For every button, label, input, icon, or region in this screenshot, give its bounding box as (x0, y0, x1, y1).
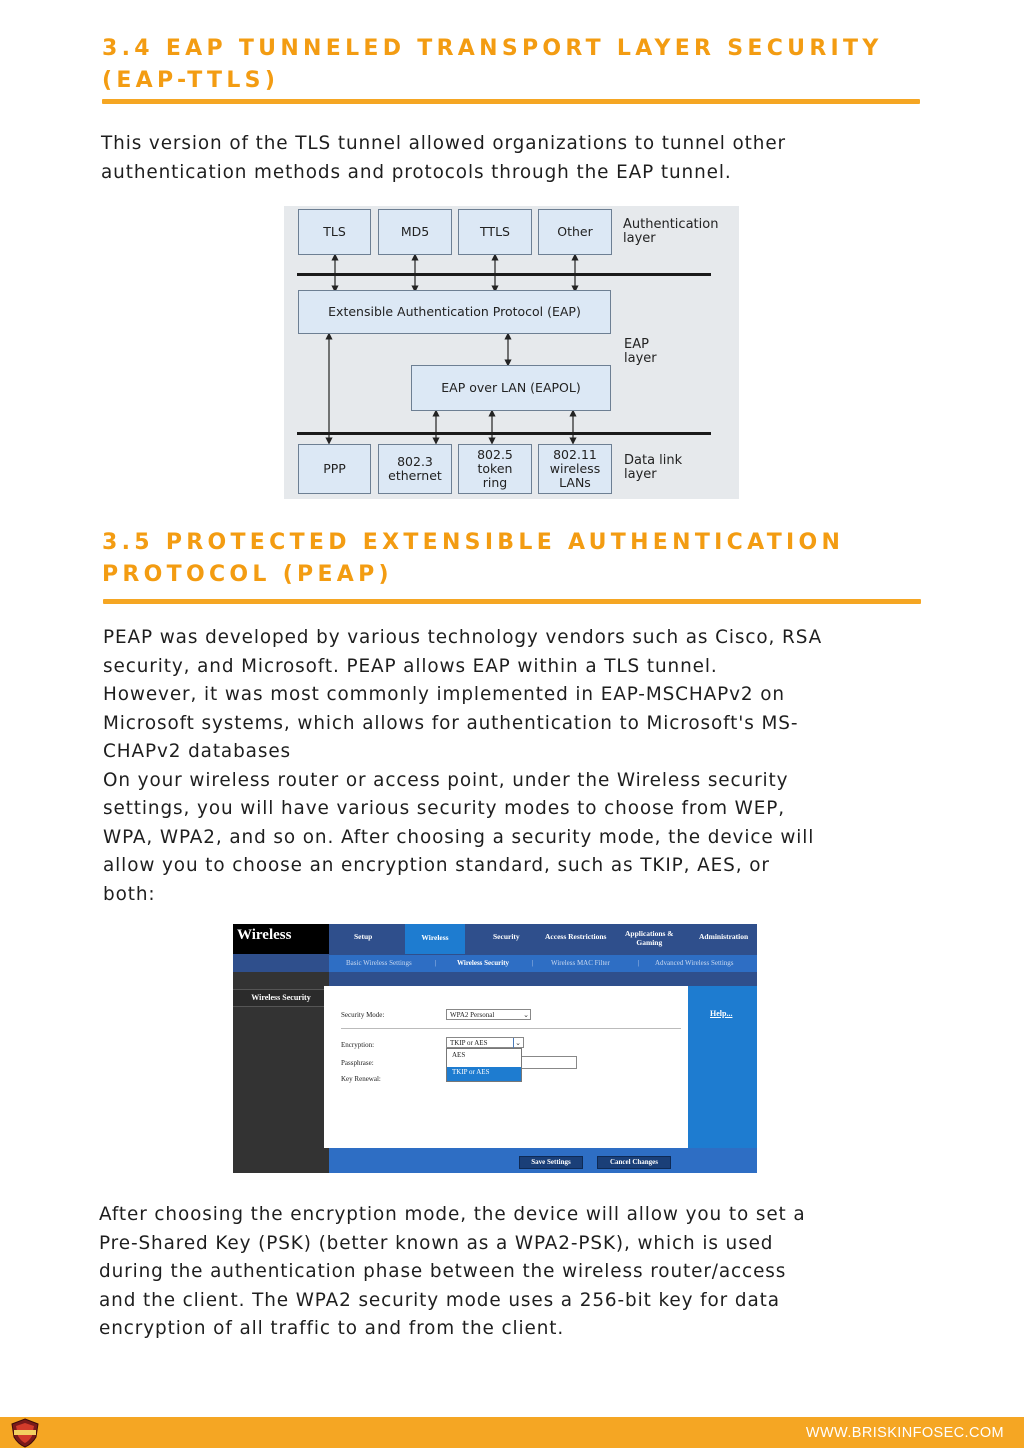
encryption-select[interactable]: TKIP or AES ⌄ (446, 1037, 524, 1048)
paragraph-psk: After choosing the encryption mode, the device will allow you to set a Pre-Shared Key (PSK) (better known as a WPA2-PSK), which is used during the authentication phase between the wireless router/access and the client. The WPA2 security mode uses a 256-bit key for data encryption of all traffic to and from the client. (99, 1204, 806, 1339)
ppp-box: PPP (298, 444, 371, 494)
key-renewal-label: Key Renewal: (341, 1075, 381, 1083)
subtab-wireless-security[interactable]: Wireless Security (457, 959, 510, 967)
help-link[interactable]: Help... (710, 1009, 733, 1018)
security-mode-label: Security Mode: (341, 1011, 385, 1019)
eap-box: Extensible Authentication Protocol (EAP) (298, 290, 611, 334)
subtab-separator: | (638, 959, 640, 967)
cancel-changes-button[interactable]: Cancel Changes (597, 1156, 671, 1169)
router-brand: Wireless (237, 927, 292, 943)
tab-access-restrictions[interactable]: Access Restrictions (545, 932, 607, 941)
router-settings-screenshot (233, 924, 757, 1173)
eapol-box: EAP over LAN (EAPOL) (411, 365, 611, 411)
eap-layer-diagram (284, 206, 739, 499)
save-settings-button[interactable]: Save Settings (519, 1156, 583, 1169)
md5-box: MD5 (378, 209, 452, 255)
chevron-down-icon: ⌄ (515, 1039, 521, 1047)
encryption-dropdown (446, 1048, 522, 1082)
section-divider (102, 99, 920, 104)
eap-layer-label: EAP layer (624, 337, 657, 366)
paragraph-eap-ttls: This version of the TLS tunnel allowed organizations to tunnel other authentication methods and protocols through the EAP tunnel. (101, 133, 787, 183)
security-mode-select[interactable]: WPA2 Personal ⌄ (446, 1009, 531, 1020)
section-divider (103, 599, 921, 604)
tab-applications-gaming[interactable]: Applications & Gaming (625, 929, 674, 947)
subtab-separator: | (435, 959, 437, 967)
tab-security[interactable]: Security (493, 932, 520, 941)
layer-separator-top (297, 273, 711, 276)
tls-box: TLS (298, 209, 371, 255)
wireless-lans-box: 802.11 wireless LANs (538, 444, 612, 494)
chevron-down-icon: ⌄ (523, 1011, 529, 1019)
tab-administration[interactable]: Administration (699, 932, 749, 941)
tab-setup[interactable]: Setup (354, 932, 373, 941)
section-title-peap: 3.5 PROTECTED EXTENSIBLE AUTHENTICATION PROTOCOL (PEAP) (102, 530, 845, 587)
encryption-label: Encryption: (341, 1041, 375, 1049)
router-subnav (329, 955, 757, 972)
layer-separator-bottom (297, 432, 711, 435)
subtab-advanced[interactable]: Advanced Wireless Settings (655, 959, 734, 967)
subtab-basic-wireless[interactable]: Basic Wireless Settings (346, 959, 412, 967)
footer-website-link[interactable]: WWW.BRISKINFOSEC.COM (805, 1425, 1004, 1441)
ttls-box: TTLS (458, 209, 532, 255)
section-title-eap-ttls: 3.4 EAP TUNNELED TRANSPORT LAYER SECURITY (EAP-TTLS) (102, 36, 883, 93)
subtab-separator: | (532, 959, 534, 967)
data-link-layer-label: Data link layer (624, 453, 683, 482)
page-footer (0, 1417, 1024, 1448)
passphrase-input[interactable] (519, 1056, 577, 1069)
help-panel (688, 986, 757, 1148)
option-tkip-or-aes[interactable]: TKIP or AES (447, 1067, 521, 1081)
token-ring-box: 802.5 token ring (458, 444, 532, 494)
ethernet-box: 802.3 ethernet (378, 444, 452, 494)
option-aes[interactable]: AES (452, 1051, 466, 1059)
subtab-mac-filter[interactable]: Wireless MAC Filter (551, 959, 610, 967)
passphrase-label: Passphrase: (341, 1059, 374, 1067)
sidebar-wireless-security: Wireless Security (233, 989, 329, 1007)
router-button-bar (329, 1148, 757, 1173)
authentication-layer-label: Authentication layer (623, 217, 719, 246)
tab-wireless[interactable]: Wireless (405, 924, 465, 954)
content-divider (341, 1028, 681, 1029)
router-sidebar (233, 972, 329, 1173)
paragraph-peap: PEAP was developed by various technology vendors such as Cisco, RSA security, and Microsoft. PEAP allows EAP within a TLS tunnel. However, it was most commonly implemented in EAP-MSCHAPv2 on Microsoft systems, which allows for authentication to Microsoft's MS- CHAPv2 databases On your wireless router or access point, under the Wireless security settings, you will have various security modes to choose from WEP, WPA, WPA2, and so on. After choosing a security mode, the device will allow you to choose an encryption standard, such as TKIP, AES, or both: (103, 627, 823, 905)
other-box: Other (538, 209, 612, 255)
shield-logo-icon (8, 1417, 42, 1448)
router-content (324, 986, 688, 1148)
